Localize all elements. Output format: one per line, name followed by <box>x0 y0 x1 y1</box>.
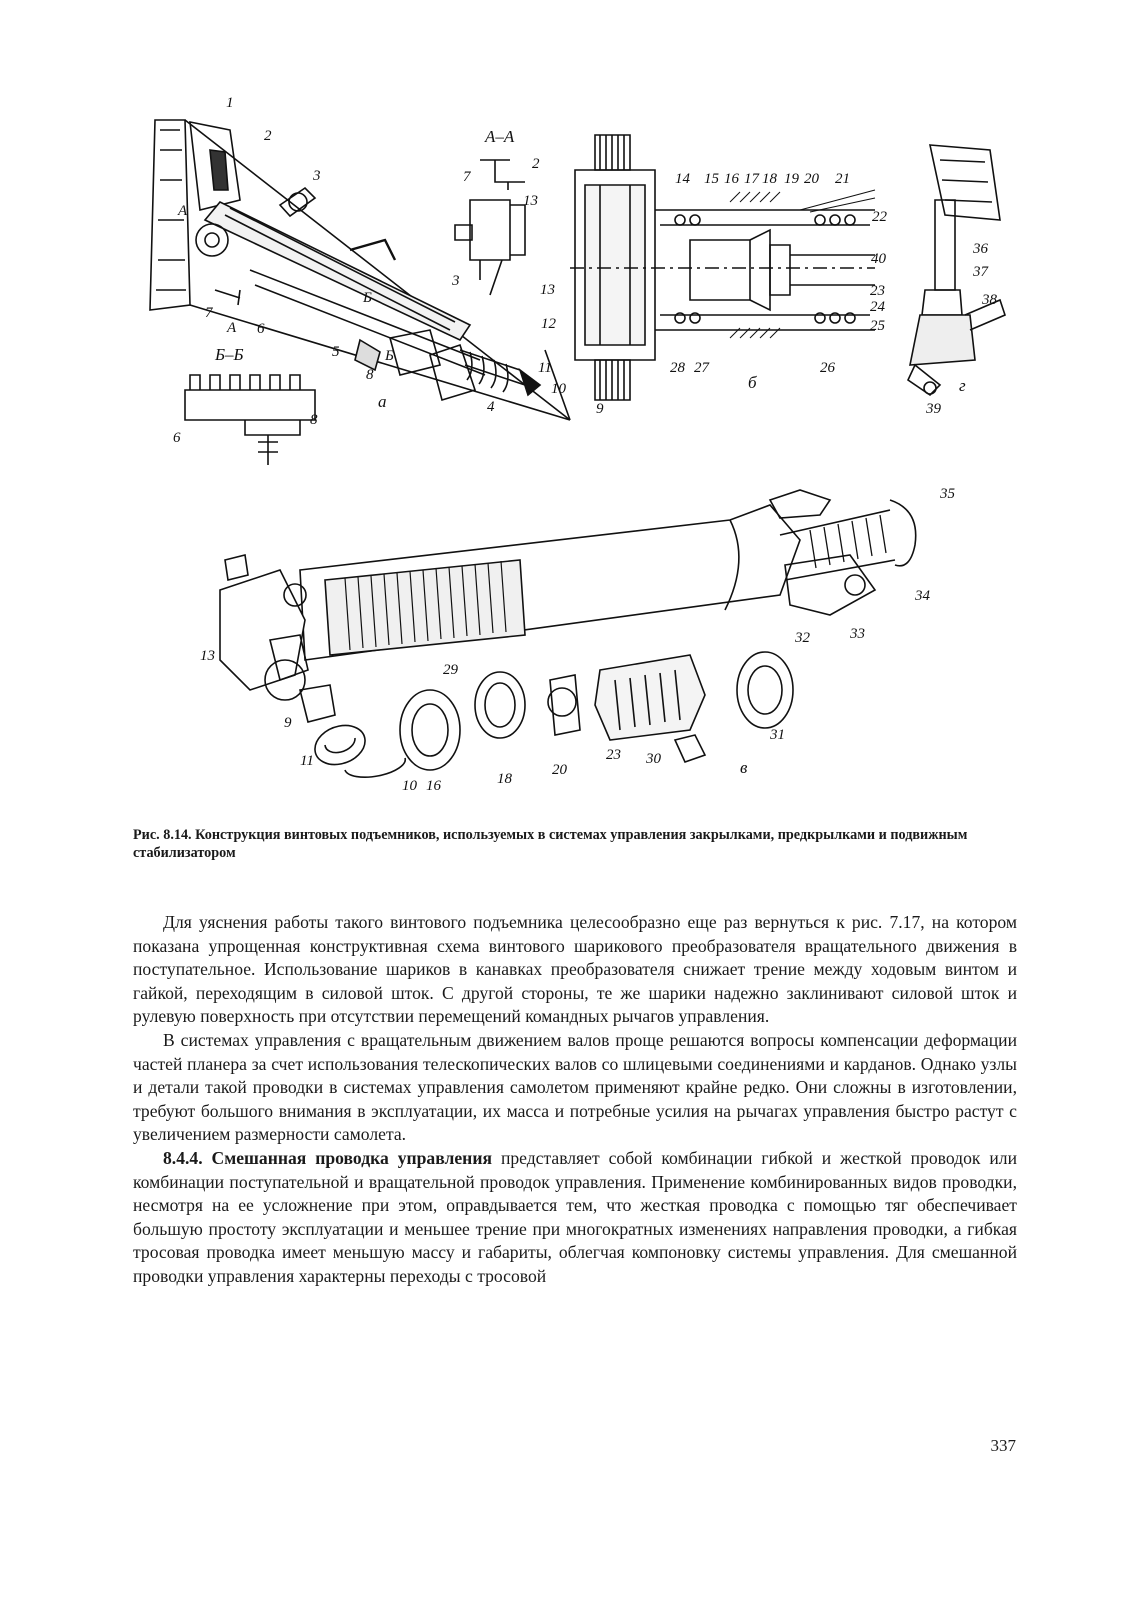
label-33: 33 <box>850 626 865 642</box>
label-25: 25 <box>870 318 885 334</box>
label-2: 2 <box>264 128 272 144</box>
label-39: 39 <box>926 401 941 417</box>
label-1: 1 <box>226 95 234 111</box>
page-number: 337 <box>990 1436 1016 1455</box>
label-38: 38 <box>982 292 997 308</box>
label-8: 8 <box>366 367 374 383</box>
label-32: 32 <box>795 630 810 646</box>
label-35: 35 <box>940 486 955 502</box>
body-text <box>133 911 1017 1289</box>
label-29: 29 <box>443 662 458 678</box>
label-13: 13 <box>540 282 555 298</box>
label-16: 16 <box>724 171 739 187</box>
paragraph-3-text: представляет собой комбинации гибкой и жесткой проводок или комбинации поступательной и вращательной проводок управления. Применение комбинированных видов проводки, несмотря на ее усложнение при этом, оправдывается тем, что жесткая проводка с помощью тяг обеспечивает большую простоту эксплуатации и меньшее трение при многократных изменениях направления проводки, а гибкая тросовая проводка имеет меньшую массу и габариты, облегчая компоновку системы управления. Для смешанной проводки управления характерны переходы с тросовой <box>133 1147 1018 1286</box>
label-40: 40 <box>871 251 886 267</box>
label-19: 19 <box>784 171 799 187</box>
label-14: 14 <box>675 171 690 187</box>
label-6: 6 <box>257 321 265 337</box>
label-9b: 9 <box>284 715 292 731</box>
panel-b-letter: б <box>748 373 757 392</box>
figure-8-14 <box>130 90 1020 810</box>
section-b-marker: Б <box>363 290 372 306</box>
panel-v-drawing <box>220 490 916 777</box>
label-7b: 7 <box>463 169 471 185</box>
label-31: 31 <box>770 727 785 743</box>
label-17: 17 <box>744 171 759 187</box>
label-11b: 11 <box>300 753 314 769</box>
section-b-marker-2: Б <box>385 348 394 364</box>
label-8b: 8 <box>310 412 318 428</box>
label-10b: 10 <box>402 778 417 794</box>
section-bb-label: Б–Б <box>215 345 244 364</box>
label-11: 11 <box>538 360 552 376</box>
label-4: 4 <box>487 399 495 415</box>
label-37: 37 <box>973 264 988 280</box>
section-a-marker: А <box>178 203 188 219</box>
paragraph-1: Для уяснения работы такого винтового подъемника целесообразно еще раз вернуться к рис. 7.17, на котором показана упрощенная конструктивная схема винтового шарикового преобразователя вращательного движения в поступательное. Использование шариков в канавках преобразователя снижает трение между ходовым винтом и гайкой, переходящим в силовой шток. С другой стороны, те же шарики надежно заклинивают силовой шток и рулевую поверхность при отсутствии перемещений командных рычагов управления. <box>133 912 1017 1027</box>
label-3: 3 <box>313 168 321 184</box>
section-aa-label: А–А <box>485 127 515 146</box>
label-16b: 16 <box>426 778 441 794</box>
label-10: 10 <box>551 381 566 397</box>
label-21: 21 <box>835 171 850 187</box>
label-36: 36 <box>973 241 988 257</box>
label-18: 18 <box>762 171 777 187</box>
figure-caption <box>133 826 1017 862</box>
label-12: 12 <box>541 316 556 332</box>
panel-g-letter: г <box>959 376 966 395</box>
label-2b: 2 <box>532 156 540 172</box>
label-30: 30 <box>646 751 661 767</box>
label-5: 5 <box>332 344 340 360</box>
label-3b: 3 <box>452 273 460 289</box>
paragraph-3 <box>133 1147 1017 1289</box>
label-7: 7 <box>205 305 213 321</box>
panel-g-drawing <box>908 145 1005 395</box>
section-heading-8-4-4: 8.4.4. Смешанная проводка управления <box>163 1147 492 1168</box>
label-20b: 20 <box>552 762 567 778</box>
technical-drawing <box>130 90 1020 810</box>
label-26: 26 <box>820 360 835 376</box>
label-20: 20 <box>804 171 819 187</box>
caption-text: Конструкция винтовых подъемников, используемых в системах управления закрылками, предкрылками и подвижным стабилизатором <box>133 827 968 861</box>
label-34: 34 <box>915 588 930 604</box>
label-15: 15 <box>704 171 719 187</box>
paragraph-2: В системах управления с вращательным движением валов проще решаются вопросы компенсации деформации частей планера за счет использования телескопических валов со шлицевыми соединениями и карданов. Однако узлы и детали такой проводки в системах управления самолетом применяют крайне редко. Они сложны в изготовлении, требуют большого внимания в эксплуатации, их масса и потребные усилия на рычагах управления быстро растут с увеличением размерности самолета. <box>133 1029 1017 1145</box>
panel-a-drawing <box>150 120 570 465</box>
label-24: 24 <box>870 299 885 315</box>
label-23b: 23 <box>606 747 621 763</box>
label-6b: 6 <box>173 430 181 446</box>
label-18b: 18 <box>497 771 512 787</box>
panel-a-letter: а <box>378 392 387 411</box>
label-13c: 13 <box>200 648 215 664</box>
panel-v-letter: в <box>740 758 748 777</box>
label-13b: 13 <box>523 193 538 209</box>
label-23: 23 <box>870 283 885 299</box>
caption-number: Рис. 8.14. <box>133 827 192 843</box>
label-27: 27 <box>694 360 709 376</box>
label-9: 9 <box>596 401 604 417</box>
section-a-marker-2: А <box>227 320 237 336</box>
label-22: 22 <box>872 209 887 225</box>
label-28: 28 <box>670 360 685 376</box>
